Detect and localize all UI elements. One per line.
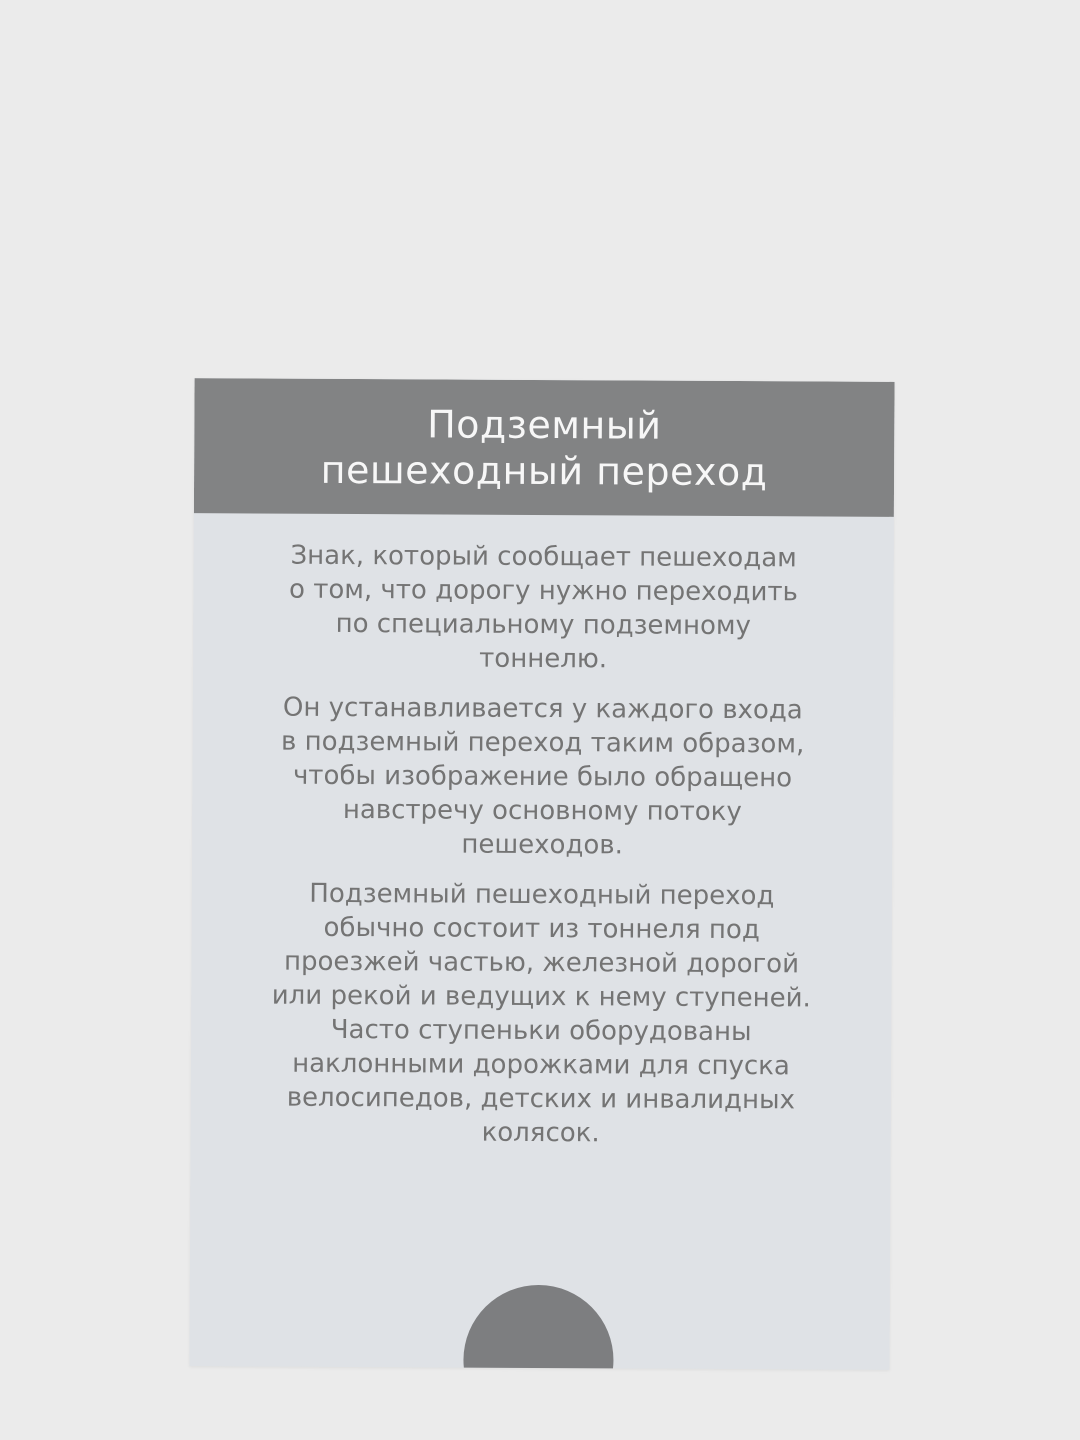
card-body	[190, 538, 893, 1168]
text-line: о том, что дорогу нужно переходить	[289, 574, 798, 608]
paragraph-1	[193, 538, 894, 678]
paragraph-2	[192, 690, 893, 864]
text-line: Знак, который сообщает пешеходам	[290, 540, 797, 574]
text-line: или рекой и ведущих к нему ступеней.	[271, 980, 811, 1014]
card-header	[194, 378, 895, 517]
text-line: навстречу основному потоку	[342, 794, 742, 828]
paragraph-3	[191, 876, 892, 1152]
text-line: колясок.	[481, 1117, 600, 1149]
decorative-half-circle	[463, 1285, 614, 1370]
text-line: велосипедов, детских и инвалидных	[286, 1082, 795, 1116]
text-line: в подземный переход таким образом,	[281, 726, 805, 760]
text-line: тоннелю.	[479, 643, 608, 675]
card-title-line-2: пешеходный переход	[320, 447, 768, 494]
text-line: Он устанавливается у каждого входа	[282, 692, 803, 726]
text-line: наклонными дорожками для спуска	[292, 1048, 790, 1082]
text-line: чтобы изображение было обращено	[292, 760, 793, 794]
text-line: Часто ступеньки оборудованы	[330, 1014, 752, 1048]
text-line: проезжей частью, железной дорогой	[283, 946, 800, 980]
text-line: пешеходов.	[461, 829, 624, 861]
text-line: Подземный пешеходный переход	[309, 878, 775, 912]
card-title-line-1: Подземный	[427, 401, 662, 448]
info-card	[189, 378, 894, 1370]
text-line: обычно состоит из тоннеля под	[323, 912, 760, 946]
text-line: по специальному подземному	[335, 608, 752, 642]
